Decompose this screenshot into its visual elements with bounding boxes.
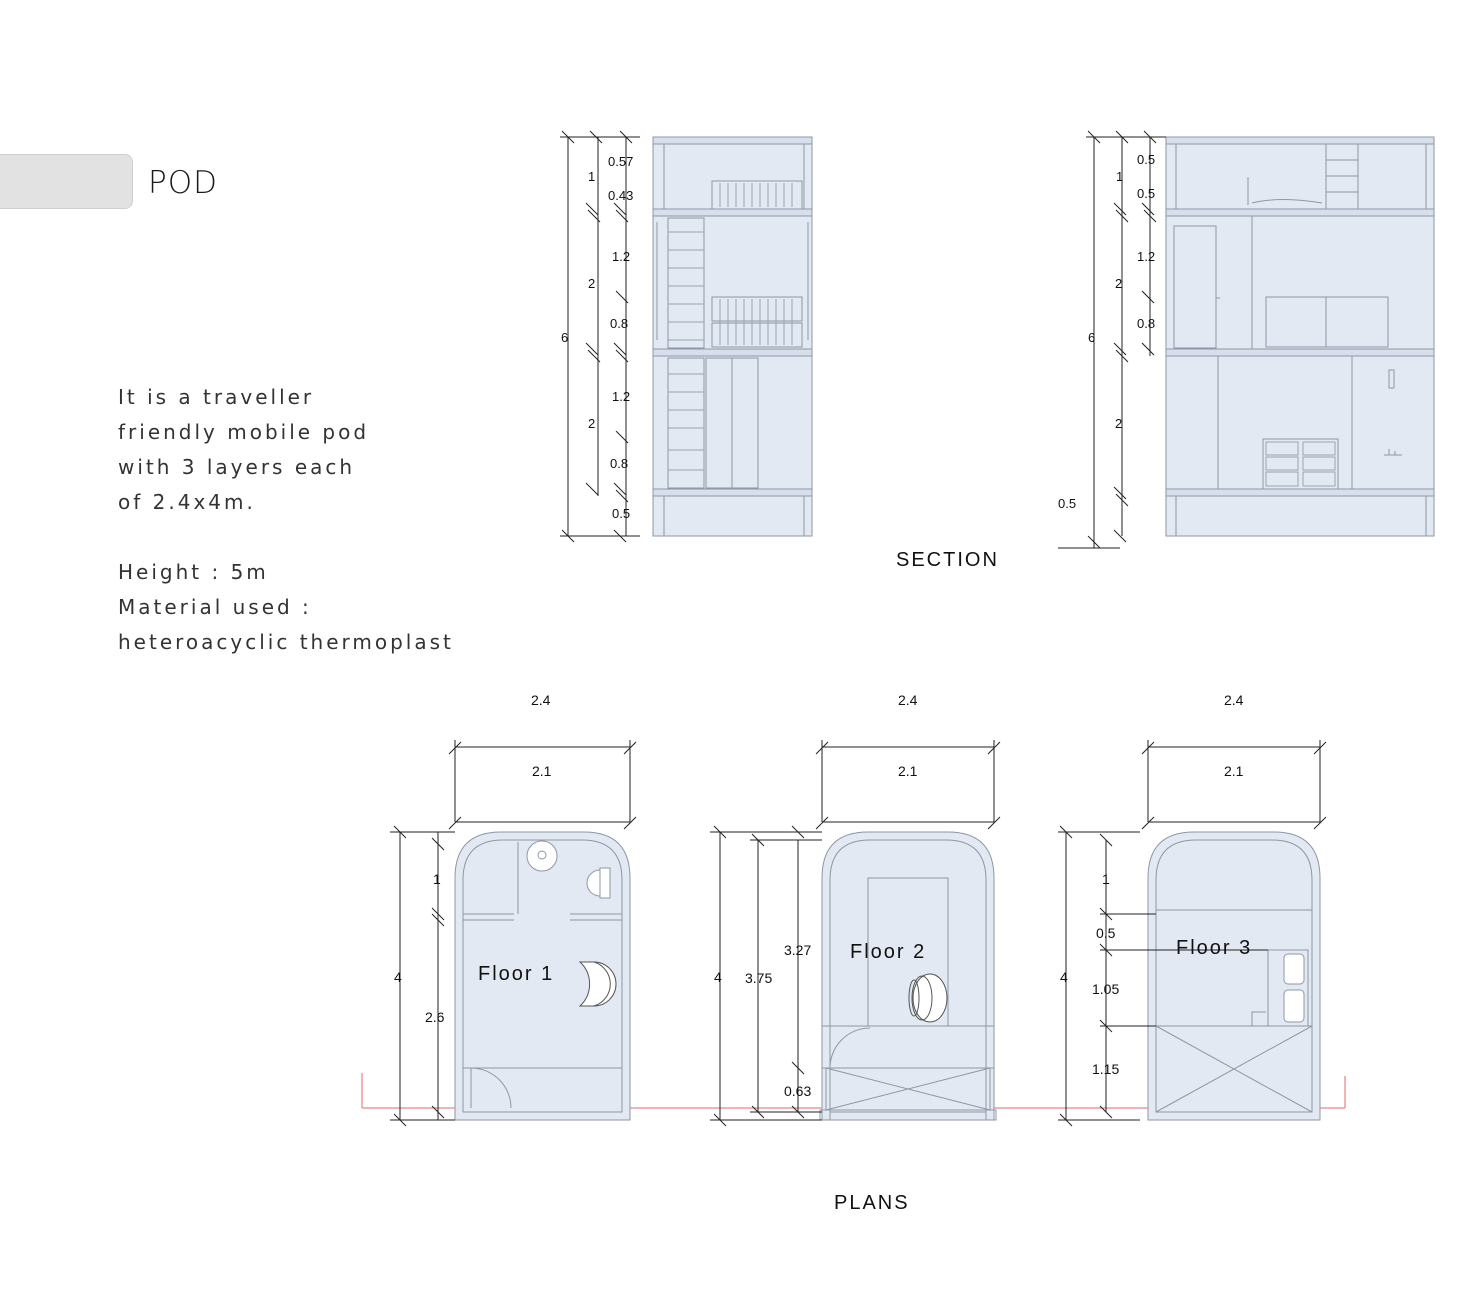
dim-floor1-height: 2 — [1115, 416, 1123, 431]
plan-floor-2 — [820, 832, 996, 1120]
dim-total-height: 6 — [561, 330, 569, 345]
dim-floor2-top: 1.2 — [1137, 249, 1156, 264]
dim-base: 0.5 — [612, 506, 631, 521]
dim-segment: 3.27 — [784, 942, 812, 958]
section-right-body — [1166, 137, 1434, 536]
washbasin — [527, 841, 557, 871]
description-line: friendly mobile pod — [118, 420, 370, 444]
dim-segment: 3.75 — [745, 970, 773, 986]
dim-inner-width: 2.1 — [1224, 763, 1244, 779]
material-value: heteroacyclic thermoplast — [118, 630, 454, 654]
dim-total-height: 6 — [1088, 330, 1096, 345]
dim-inner-width: 2.1 — [898, 763, 918, 779]
dim-floor1-bottom: 0.8 — [610, 456, 629, 471]
dim-floor2-bottom: 0.8 — [1137, 316, 1156, 331]
plans-caption: PLANS — [834, 1192, 910, 1214]
dim-depth: 4 — [1060, 969, 1068, 985]
dim-segment: 0.5 — [1096, 925, 1116, 941]
dim-floor3-height: 1 — [1116, 169, 1124, 184]
section-caption: SECTION — [896, 549, 999, 571]
floor-2-label: Floor 2 — [850, 941, 927, 963]
dim-floor3-top: 0.57 — [608, 154, 634, 169]
dim-floor2-height: 2 — [588, 276, 596, 291]
pod-outline — [822, 832, 994, 1120]
dim-floor3-height: 1 — [588, 169, 596, 184]
dim-outer-width: 2.4 — [531, 692, 551, 708]
description-line: of 2.4x4m. — [118, 490, 256, 514]
dim-floor2-bottom: 0.8 — [610, 316, 629, 331]
description-line: It is a traveller — [118, 385, 315, 409]
dim-base: 0.5 — [1058, 496, 1077, 511]
dim-floor1-top: 1.2 — [612, 389, 631, 404]
page-title: POD — [148, 165, 218, 201]
floor-slab — [1166, 349, 1434, 356]
description-line: with 3 layers each — [118, 455, 356, 479]
dim-outer-width: 2.4 — [898, 692, 918, 708]
dim-segment: 1.15 — [1092, 1061, 1120, 1077]
chair — [913, 974, 947, 1022]
floor-1-label: Floor 1 — [478, 963, 555, 985]
dim-segment: 1 — [1102, 871, 1110, 887]
dim-segment: 2.6 — [425, 1009, 445, 1025]
dim-floor2-top: 1.2 — [612, 249, 631, 264]
dim-outer-width: 2.4 — [1224, 692, 1244, 708]
dim-depth: 4 — [714, 969, 722, 985]
floor-slab — [1166, 209, 1434, 216]
floor-slab — [1166, 489, 1434, 496]
dim-floor3-top: 0.5 — [1137, 152, 1156, 167]
dim-segment: 1 — [433, 871, 441, 887]
dim-floor2-height: 2 — [1115, 276, 1123, 291]
dim-depth: 4 — [394, 969, 402, 985]
section-left — [653, 137, 812, 536]
floor-3-label: Floor 3 — [1176, 937, 1253, 959]
floor-slab — [653, 489, 812, 496]
dim-floor3-bottom: 0.5 — [1137, 186, 1156, 201]
dim-segment: 0.63 — [784, 1083, 812, 1099]
plan-floor-3 — [1148, 832, 1320, 1120]
material-spec: Material used : — [118, 595, 312, 619]
dim-floor1-height: 2 — [588, 416, 596, 431]
dim-segment: 1.05 — [1092, 981, 1120, 997]
floor-slab — [653, 349, 812, 356]
dim-floor3-bottom: 0.43 — [608, 188, 634, 203]
dim-inner-width: 2.1 — [532, 763, 552, 779]
floor-slab — [653, 209, 812, 216]
section-right — [1166, 137, 1434, 536]
height-spec: Height : 5m — [118, 560, 269, 584]
